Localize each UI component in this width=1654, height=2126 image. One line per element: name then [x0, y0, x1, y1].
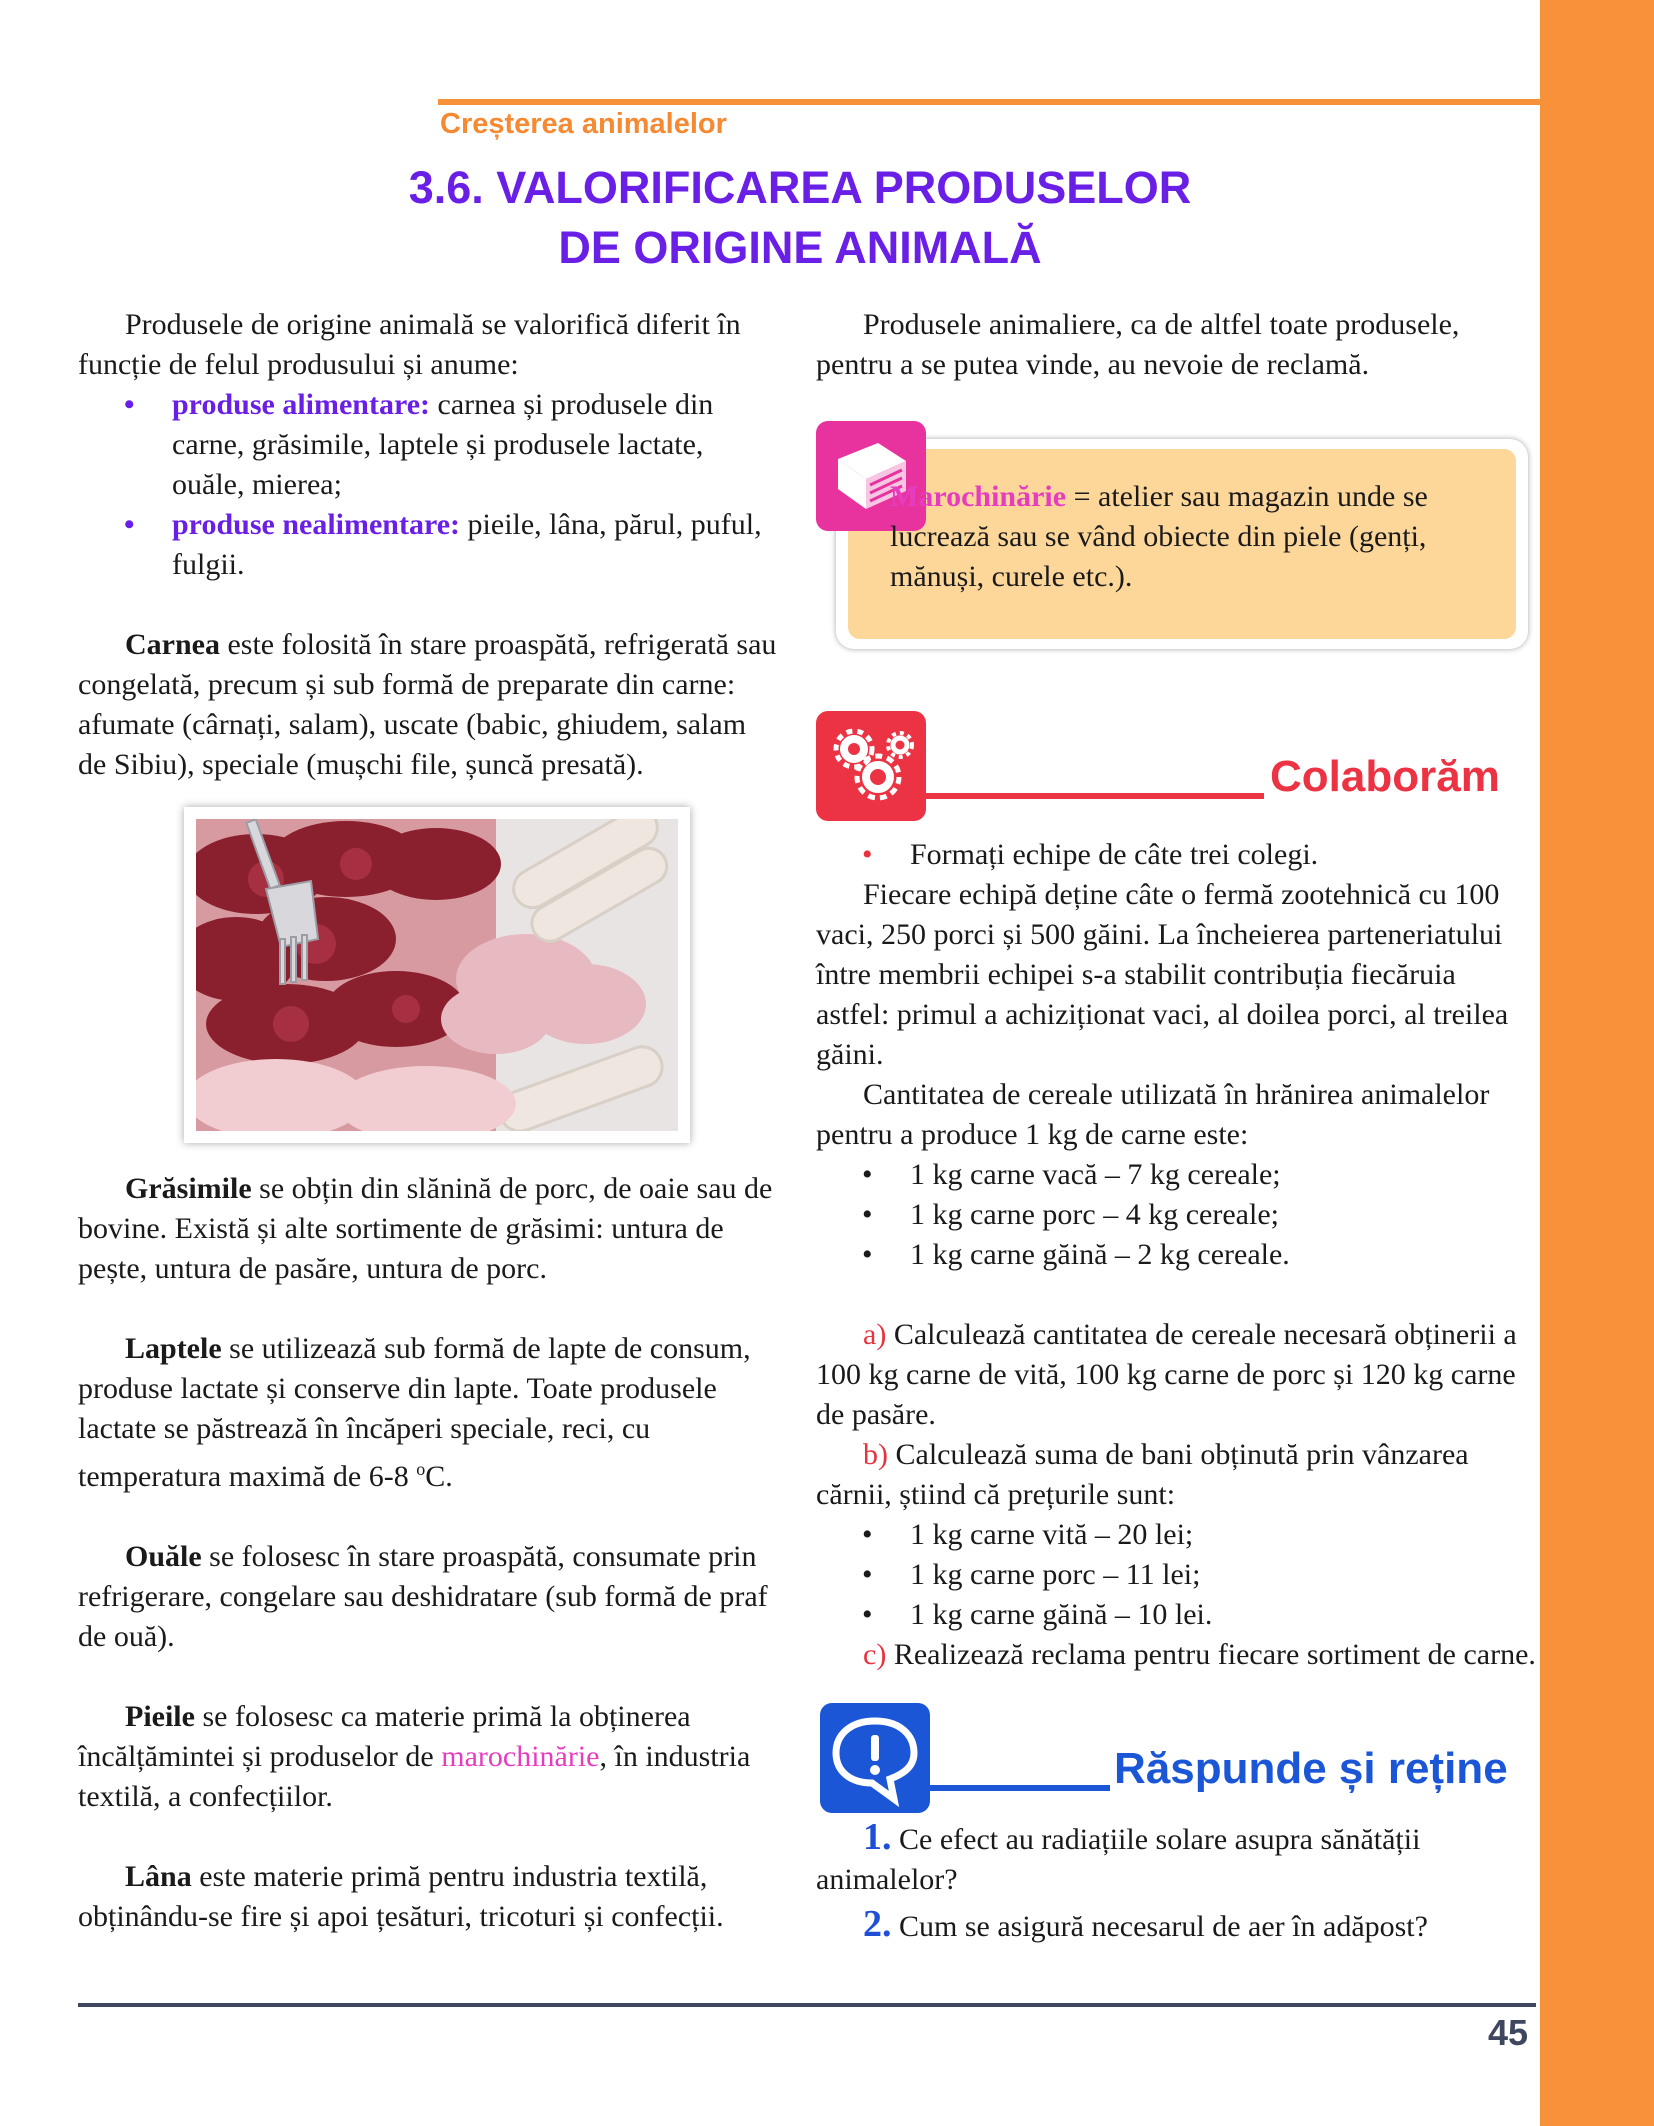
header-rule: [438, 99, 1540, 105]
intro-paragraph: Produsele de origine animală se valorifică diferit în funcție de felul produsului și anume:: [78, 308, 741, 381]
page-title: [330, 158, 1270, 278]
carnea-paragraph: Carnea este folosită în stare proaspătă, refrigerată sau congelată, precum și sub formă de preparate din carne: afumate (cârnați, salam), uscate (babic, ghiudem, salam de Sibiu), speciale (mușchi file, șuncă presată).: [78, 628, 777, 781]
left-column: [78, 305, 778, 1937]
lana-paragraph: Lâna este materie primă pentru industria textilă, obținându-se fire și apoi țesături, tricoturi și confecții.: [78, 1860, 724, 1933]
term-alimentare: produse alimentare:: [172, 388, 431, 421]
colaboram-para1: Fiecare echipă deține câte o fermă zootehnică cu 100 vaci, 250 porci și 500 găini. La încheierea parteneriatului între membrii echipei s-a stabilit contribuția fiecăruia astfel: primul a achiziționat vaci, al doilea porci, al treilea găini.: [816, 878, 1509, 1071]
page-title-line1: 3.6. VALORIFICAREA PRODUSELOR: [408, 162, 1192, 213]
list-item: • 1 kg carne porc – 4 kg cereale;: [862, 1198, 1279, 1231]
gears-icon: [816, 711, 926, 821]
cereal-list: [816, 1155, 1536, 1275]
list-item: • 1 kg carne găină – 10 lei.: [862, 1598, 1213, 1631]
list-item: • 1 kg carne găină – 2 kg cereale.: [862, 1238, 1290, 1271]
orange-sidebar: [1540, 0, 1654, 2126]
footer-rule: [78, 2003, 1536, 2007]
list-item: • 1 kg carne vită – 20 lei;: [862, 1518, 1194, 1551]
list-item: • Formați echipe de câte trei colegi.: [862, 838, 1319, 871]
definition-text: Marochinărie = atelier sau magazin unde se lucrează sau se vând obiecte din piele (genți, mănuși, curele etc.).: [890, 480, 1428, 593]
raspunde-header: [816, 1703, 1536, 1815]
question-2: 2. Cum se asigură necesarul de aer în adăpost?: [863, 1903, 1428, 1945]
task-c: c) Realizează reclama pentru fiecare sortiment de carne.: [863, 1638, 1536, 1671]
ouale-paragraph: Ouăle se folosesc în stare proaspătă, consumate prin refrigerare, congelare sau deshidratare (sub formă de praf de ouă).: [78, 1540, 768, 1653]
meat-photo: [184, 807, 690, 1143]
task-b: b) Calculează suma de bani obținută prin vânzarea cărnii, știind că prețurile sunt:: [816, 1438, 1469, 1511]
page-title-line2: DE ORIGINE ANIMALĂ: [558, 222, 1042, 273]
colaboram-title: Colaborăm: [1270, 752, 1500, 801]
raspunde-title: Răspunde și reține: [1114, 1744, 1508, 1793]
colaboram-header: [816, 711, 1536, 823]
question-1: 1. Ce efect au radiațiile solare asupra sănătății animalelor?: [816, 1816, 1421, 1896]
chapter-label: Creșterea animalelor: [440, 108, 727, 140]
raspunde-rule: [930, 1785, 1110, 1791]
meat-image: [196, 819, 678, 1131]
marochinarie-term: marochinărie: [441, 1740, 600, 1773]
page-number: 45: [1488, 2012, 1529, 2053]
definition-box: [816, 421, 1536, 661]
term-nealimentare: produse nealimentare:: [172, 508, 461, 541]
colaboram-bullet-list: [816, 835, 1536, 875]
colaboram-rule: [926, 793, 1264, 799]
laptele-paragraph: Laptele se utilizează sub formă de lapte de consum, produse lactate și conserve din lapte. Toate produsele lactate se păstrează în încăperi speciale, reci, cu temperatura maximă de 6-8 $^o$C.: [78, 1332, 751, 1493]
list-item: • 1 kg carne vacă – 7 kg cereale;: [862, 1158, 1281, 1191]
product-types-list: [78, 385, 778, 585]
right-column: [816, 305, 1536, 1947]
colaboram-para2: Cantitatea de cereale utilizată în hrănirea animalelor pentru a produce 1 kg de carne este:: [816, 1078, 1490, 1151]
list-item: • 1 kg carne porc – 11 lei;: [862, 1558, 1201, 1591]
task-a: a) Calculează cantitatea de cereale necesară obținerii a 100 kg carne de vită, 100 kg carne de porc și 120 kg carne de pasăre.: [816, 1318, 1517, 1431]
pieile-paragraph: Pieile se folosesc ca materie primă la obținerea încălțămintei și produselor de marochinărie, în industria textilă, a confecțiilor.: [78, 1700, 751, 1813]
speech-bubble-icon: [820, 1703, 930, 1813]
grasimile-paragraph: Grăsimile se obțin din slănină de porc, de oaie sau de bovine. Există și alte sortimente de grăsimi: untura de pește, untura de pasăre, untura de porc.: [78, 1172, 773, 1285]
list-item: • produse alimentare: carnea și produsele din carne, grăsimile, laptele și produsele lactate, ouăle, mierea;: [124, 388, 714, 501]
list-item: • produse nealimentare: pieile, lâna, părul, puful, fulgii.: [124, 508, 762, 581]
price-list: [816, 1515, 1536, 1635]
reclama-paragraph: Produsele animaliere, ca de altfel toate produsele, pentru a se putea vinde, au nevoie de reclamă.: [816, 308, 1460, 381]
